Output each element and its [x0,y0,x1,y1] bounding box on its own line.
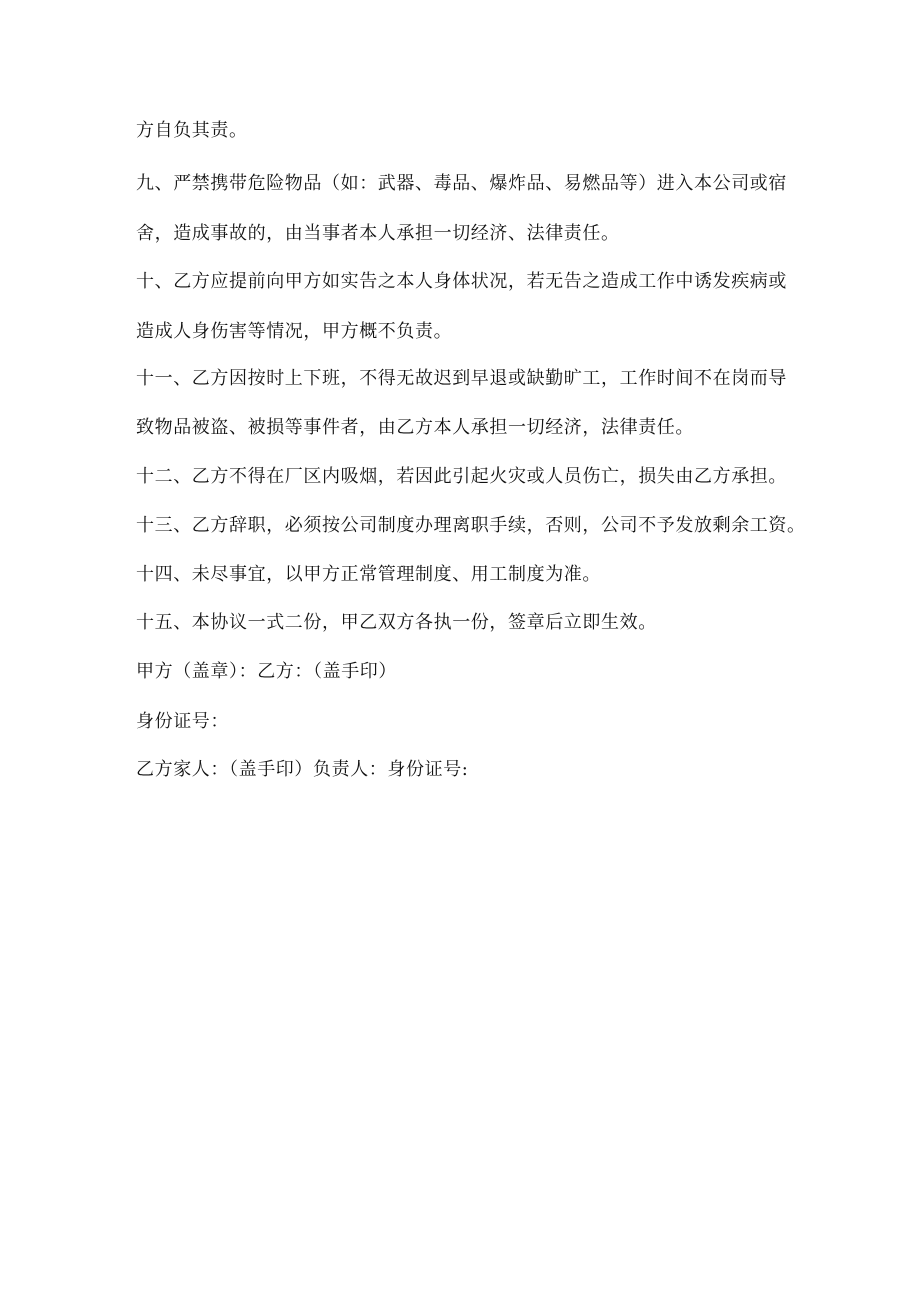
clause-10-line-2: 造成人身伤害等情况，甲方概不负责。 [136,321,453,342]
clause-14: 十四、未尽事宜，以甲方正常管理制度、用工制度为准。 [136,564,601,585]
clause-11-line-1: 十一、乙方因按时上下班，不得无故迟到早退或缺勤旷工，工作时间不在岗而导 [136,368,787,389]
clause-15: 十五、本协议一式二份，甲乙双方各执一份，签章后立即生效。 [136,612,657,633]
clause-10-line-1: 十、乙方应提前向甲方如实告之本人身体状况，若无告之造成工作中诱发疾病或 [136,271,787,292]
clause-9-line-1: 九、严禁携带危险物品（如：武器、毒品、爆炸品、易燃品等）进入本公司或宿 [136,173,787,194]
signature-party-line: 甲方（盖章）：乙方：（盖手印） [136,661,397,682]
clause-12: 十二、乙方不得在厂区内吸烟，若因此引起火灾或人员伤亡，损失由乙方承担。 [136,466,787,487]
clause-8-continuation: 方自负其责。 [136,120,248,141]
clause-13: 十三、乙方辞职，必须按公司制度办理离职手续，否则，公司不予发放剩余工资。 [136,515,806,536]
clause-9-line-2: 舍，造成事故的，由当事者本人承担一切经济、法律责任。 [136,223,620,244]
clause-11-line-2: 致物品被盗、被损等事件者，由乙方本人承担一切经济，法律责任。 [136,417,694,438]
id-number-line: 身份证号： [136,711,229,732]
family-signature-line: 乙方家人：（盖手印）负责人：身份证号: [136,759,469,780]
